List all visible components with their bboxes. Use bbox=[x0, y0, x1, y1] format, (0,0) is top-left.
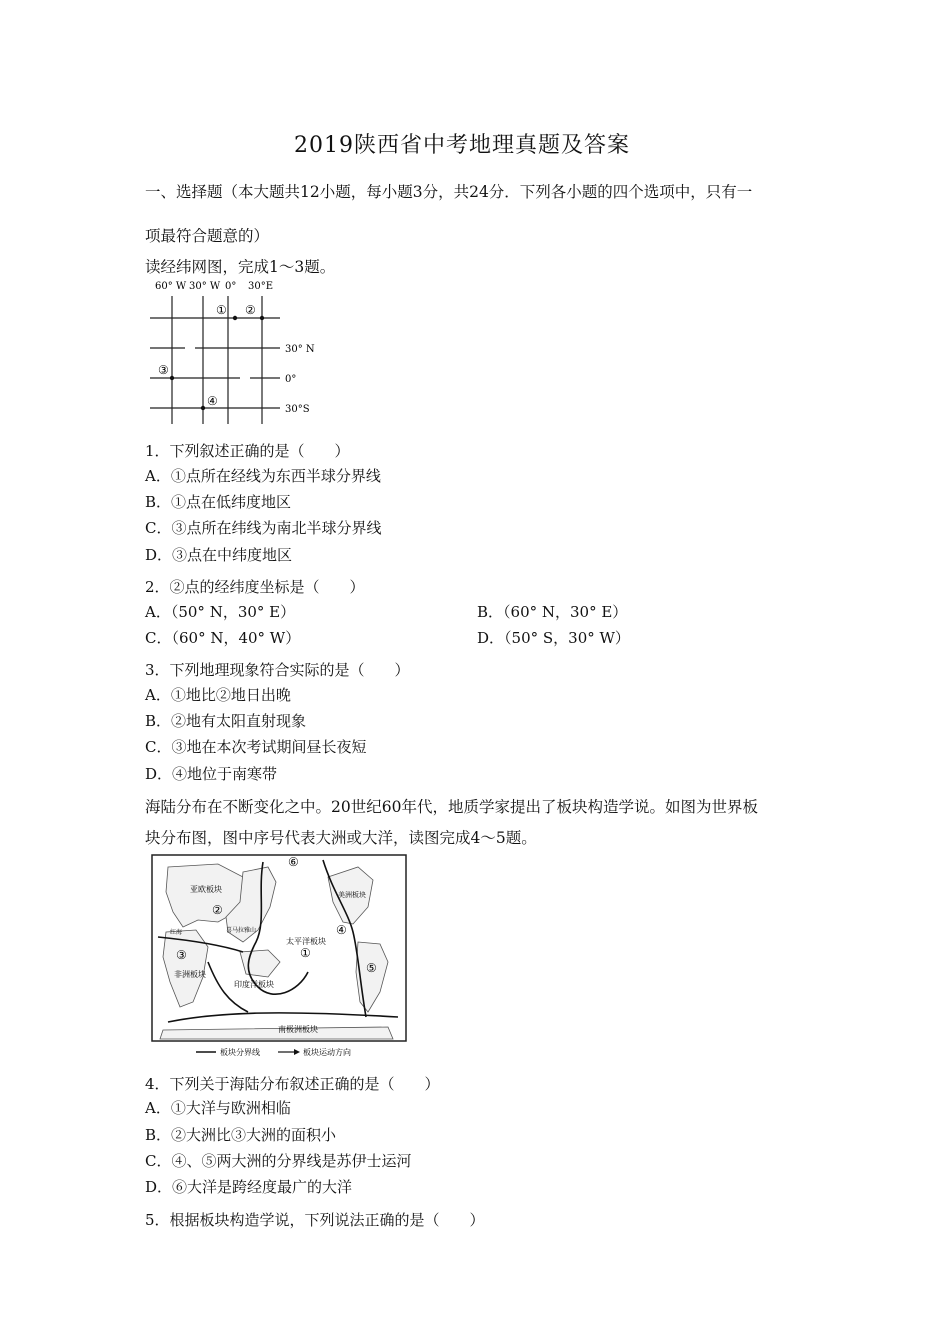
lat-lon-grid-figure bbox=[145, 278, 325, 428]
legend-motion-arrowhead bbox=[294, 1049, 300, 1055]
plate-map-figure bbox=[148, 852, 410, 1060]
point-4 bbox=[201, 406, 205, 410]
map-number-5: ⑤ bbox=[366, 961, 377, 975]
question-1-option-d: D．③点在中纬度地区 bbox=[145, 546, 293, 564]
point-label-4: ④ bbox=[207, 394, 218, 408]
label-eurasian-plate: 亚欧板块 bbox=[190, 885, 222, 894]
question-4-stem: 4．下列关于海陆分布叙述正确的是（ ） bbox=[145, 1075, 440, 1093]
question-4-option-a: A．①大洋与欧洲相临 bbox=[145, 1099, 291, 1117]
point-label-2: ② bbox=[245, 303, 256, 317]
map-number-3: ③ bbox=[176, 948, 187, 962]
map-number-6: ⑥ bbox=[288, 855, 299, 869]
question-3-option-a: A．①地比②地日出晚 bbox=[145, 686, 291, 704]
point-1 bbox=[233, 316, 237, 320]
label-himalaya: 喜马拉雅山 bbox=[226, 927, 257, 934]
plate-intro-line2: 块分布图，图中序号代表大洲或大洋，读图完成4～5题。 bbox=[145, 829, 537, 847]
grid-intro: 读经纬网图，完成1～3题。 bbox=[145, 258, 336, 276]
label-america-plate: 美洲板块 bbox=[338, 891, 366, 899]
question-2-stem: 2．②点的经纬度坐标是（ ） bbox=[145, 578, 365, 596]
lat-label-30s: 30°S bbox=[285, 404, 310, 415]
lon-label-60w: 60° W bbox=[155, 281, 187, 292]
point-2 bbox=[260, 316, 264, 320]
point-3 bbox=[170, 376, 174, 380]
question-1-stem: 1．下列叙述正确的是（ ） bbox=[145, 442, 350, 460]
question-1-option-c: C．③点所在纬线为南北半球分界线 bbox=[145, 519, 382, 537]
question-4-option-d: D．⑥大洋是跨经度最广的大洋 bbox=[145, 1178, 353, 1196]
page-title: 2019陕西省中考地理真题及答案 bbox=[294, 133, 630, 158]
question-3-option-b: B．②地有太阳直射现象 bbox=[145, 712, 307, 730]
label-indian-ocean-plate: 印度洋板块 bbox=[234, 980, 274, 989]
plate-intro-line1: 海陆分布在不断变化之中。20世纪60年代，地质学家提出了板块构造学说。如图为世界板 bbox=[145, 798, 758, 816]
question-3-stem: 3．下列地理现象符合实际的是（ ） bbox=[145, 661, 410, 679]
question-3-option-d: D．④地位于南寒带 bbox=[145, 765, 278, 783]
question-2-option-d: D．（50° S，30° W） bbox=[477, 629, 630, 647]
question-2-option-a: A．（50° N，30° E） bbox=[145, 603, 296, 621]
question-2-option-c: C．（60° N，40° W） bbox=[145, 629, 301, 647]
map-number-1: ① bbox=[300, 946, 311, 960]
map-number-4: ④ bbox=[336, 923, 347, 937]
point-label-1: ① bbox=[216, 303, 227, 317]
lat-label-0: 0° bbox=[285, 374, 297, 385]
lon-label-0: 0° bbox=[225, 281, 237, 292]
point-label-3: ③ bbox=[158, 363, 169, 377]
label-antarctic-plate: 南极洲板块 bbox=[278, 1025, 318, 1034]
lat-label-30n: 30° N bbox=[285, 344, 315, 355]
label-pacific-plate: 太平洋板块 bbox=[286, 937, 326, 946]
question-5-stem: 5．根据板块构造学说，下列说法正确的是（ ） bbox=[145, 1211, 485, 1229]
legend-motion-label: 板块运动方向 bbox=[303, 1048, 351, 1057]
section-heading-line2: 项最符合题意的） bbox=[145, 227, 270, 245]
lon-label-30w: 30° W bbox=[189, 281, 221, 292]
lon-label-30e: 30°E bbox=[248, 281, 274, 292]
label-red-sea: 红海 bbox=[170, 929, 183, 936]
question-1-option-b: B．①点在低纬度地区 bbox=[145, 493, 292, 511]
question-3-option-c: C．③地在本次考试期间昼长夜短 bbox=[145, 738, 367, 756]
map-number-2: ② bbox=[212, 903, 223, 917]
label-african-plate: 非洲板块 bbox=[174, 970, 206, 979]
question-1-option-a: A．①点所在经线为东西半球分界线 bbox=[145, 467, 381, 485]
section-heading-line1: 一、选择题（本大题共12小题，每小题3分，共24分．下列各小题的四个选项中，只有一 bbox=[145, 183, 753, 201]
question-4-option-c: C．④、⑤两大洲的分界线是苏伊士运河 bbox=[145, 1152, 412, 1170]
question-4-option-b: B．②大洲比③大洲的面积小 bbox=[145, 1126, 337, 1144]
legend-boundary-label: 板块分界线 bbox=[220, 1048, 260, 1057]
question-2-option-b: B．（60° N，30° E） bbox=[477, 603, 628, 621]
